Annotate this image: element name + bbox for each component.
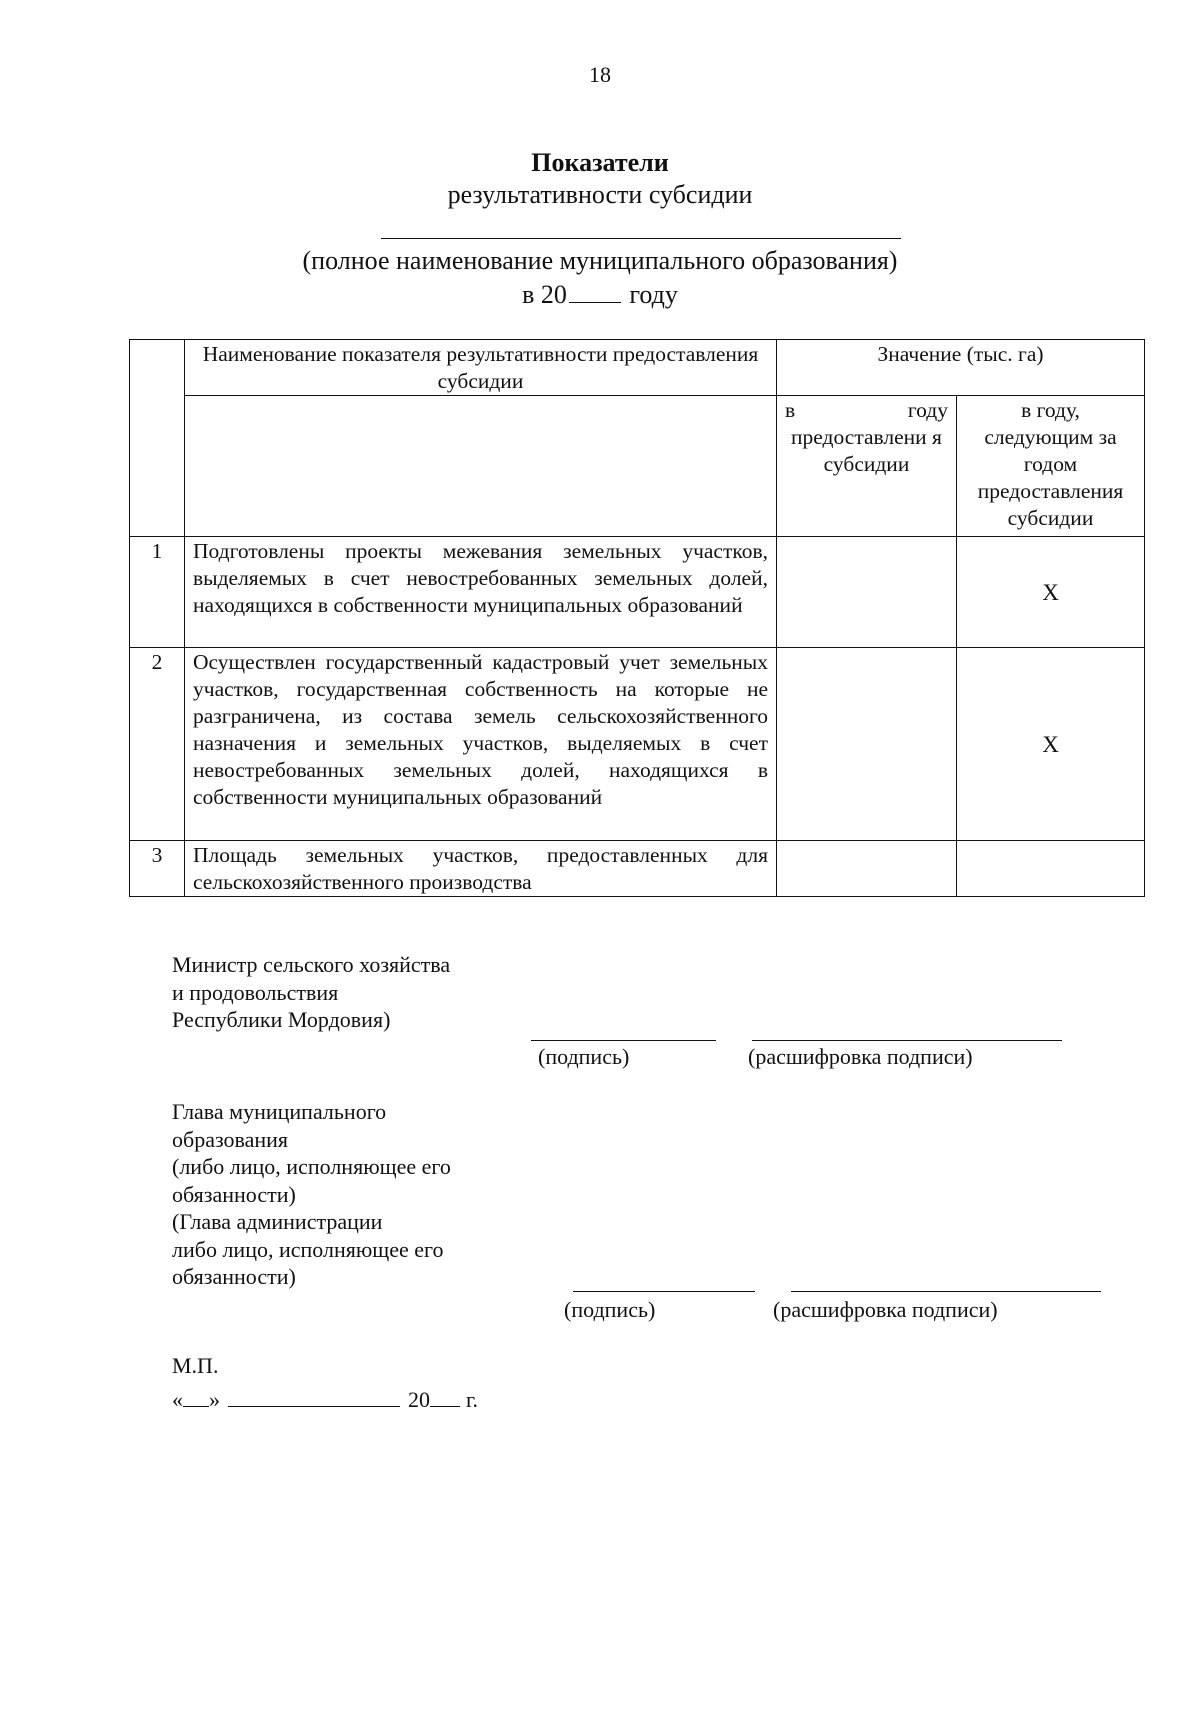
subheader-current-year-c: предоставлени я субсидии (791, 425, 942, 476)
head-title-line1: Глава муниципального (172, 1099, 387, 1124)
table-header-row (130, 340, 1145, 396)
date-year-prefix: 20 (408, 1387, 430, 1412)
head-decoding-caption: (расшифровка подписи) (773, 1297, 998, 1322)
subheader-current-year (777, 396, 957, 537)
municipality-name-blank-line (381, 238, 901, 239)
date-quote-open: « (172, 1387, 183, 1412)
table-subheader-row (130, 396, 1145, 537)
table-row (130, 841, 1145, 897)
head-signature-caption: (подпись) (564, 1297, 656, 1322)
date-line (172, 1382, 478, 1418)
row-next-year-value: X (957, 537, 1145, 648)
date-year-blank (430, 1386, 460, 1407)
report-year-suffix: году (629, 280, 678, 309)
minister-signature-line (531, 1040, 716, 1041)
subheader-empty-cell (185, 396, 777, 537)
header-indicator-name: Наименование показателя результативности предоставления субсидии (185, 340, 777, 396)
report-year-line (0, 280, 1200, 310)
document-subtitle: результативности субсидии (447, 180, 753, 209)
minister-title-line3: Республики Мордовия) (172, 1007, 391, 1032)
date-month-blank (228, 1386, 400, 1407)
minister-decoding-caption: (расшифровка подписи) (748, 1044, 973, 1069)
minister-signature-block (172, 951, 450, 1034)
subheader-next-year: в году, следующим за годом предоставления субсидии (957, 396, 1145, 537)
head-title-line7: обязанности) (172, 1264, 296, 1289)
minister-signature-caption: (подпись) (538, 1044, 630, 1069)
municipality-name-caption: (полное наименование муниципального образования) (302, 246, 898, 275)
row-number: 3 (130, 841, 185, 897)
row-next-year-value (957, 841, 1145, 897)
row-indicator-name: Площадь земельных участков, предоставленных для сельскохозяйственного производства (185, 841, 777, 897)
date-quote-close: » (209, 1387, 220, 1412)
indicators-table (129, 339, 1145, 897)
minister-title-line2: и продовольствия (172, 979, 339, 1005)
subheader-current-year-a: в (785, 398, 796, 422)
header-value: Значение (тыс. га) (777, 340, 1145, 396)
row-indicator-name: Осуществлен государственный кадастровый учет земельных участков, государственная собственность на которые не разграничена, из состава земель сельскохозяйственного назначения и земельных участков, выделяемых в счет невостребованных земельных долей, находящихся в собственности муниципальных образований (185, 648, 777, 841)
row-next-year-value: X (957, 648, 1145, 841)
row-indicator-name: Подготовлены проекты межевания земельных участков, выделяемых в счет невостребованных земельных долей, находящихся в собственности муниципальных образований (185, 537, 777, 648)
date-year-suffix: г. (466, 1387, 479, 1412)
row-number: 2 (130, 648, 185, 841)
date-day-blank (183, 1386, 209, 1407)
head-title-line2: образования (172, 1126, 289, 1152)
head-title-line3: (либо лицо, исполняющее его (172, 1154, 451, 1179)
row-current-year-value (777, 841, 957, 897)
row-current-year-value (777, 537, 957, 648)
table-row (130, 648, 1145, 841)
report-year-blank (569, 280, 621, 303)
report-year-prefix: в 20 (522, 280, 567, 309)
minister-title-line1: Министр сельского хозяйства (172, 952, 451, 977)
header-number-cell (130, 340, 185, 537)
row-number: 1 (130, 537, 185, 648)
head-decoding-line (791, 1291, 1101, 1292)
stamp-label: М.П. (172, 1353, 219, 1378)
document-title: Показатели (531, 148, 669, 177)
head-title-line4: обязанности) (172, 1181, 296, 1207)
subheader-current-year-b: году (907, 398, 948, 422)
head-signature-block (172, 1098, 451, 1291)
page-number: 18 (589, 62, 611, 87)
head-title-line6: либо лицо, исполняющее его (172, 1236, 444, 1262)
table-row (130, 537, 1145, 648)
minister-decoding-line (752, 1040, 1062, 1041)
row-current-year-value (777, 648, 957, 841)
head-title-line5: (Глава администрации (172, 1209, 383, 1234)
head-signature-line (573, 1291, 755, 1292)
